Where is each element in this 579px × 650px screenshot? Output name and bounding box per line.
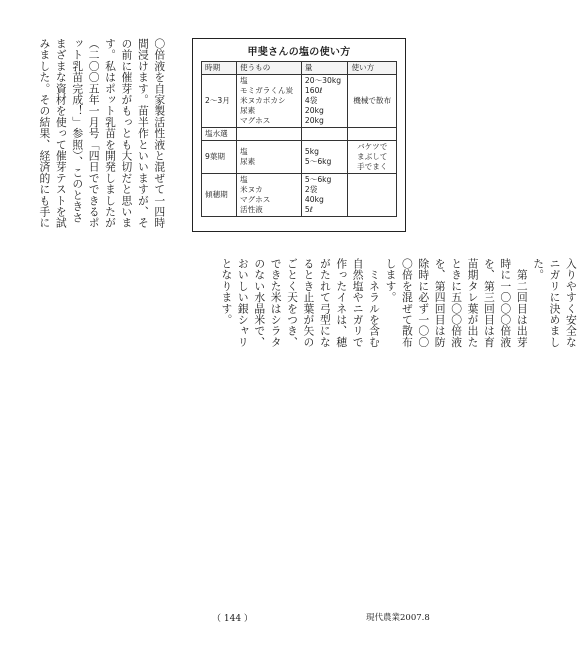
text-line: ット乳苗完成！」参照）、このときさ bbox=[71, 38, 85, 223]
period-cell: 傾穂期 bbox=[202, 174, 237, 217]
text-line: 入りやすく安全な bbox=[564, 258, 578, 348]
method-cell-item: バケツで bbox=[357, 142, 388, 151]
materials-cell bbox=[237, 75, 302, 128]
text-line: 除時に必ず一〇〇 bbox=[417, 258, 431, 348]
text-line: がたれて弓型にな bbox=[318, 258, 332, 348]
text-line: おいしい銀シャリ bbox=[236, 258, 250, 348]
text-line: ごとく天をつき、 bbox=[286, 258, 300, 348]
text-line: のない水晶米で、 bbox=[253, 258, 267, 348]
method-cell bbox=[348, 174, 397, 217]
text-line: 〇倍液を自家製活性液と混ぜて一四時 bbox=[153, 38, 167, 229]
header-materials: 使うもの bbox=[237, 62, 302, 75]
text-line: となります。 bbox=[220, 258, 234, 326]
amount-cell-item: 4袋 bbox=[304, 96, 318, 105]
page-number: （ 144 ） bbox=[212, 614, 253, 624]
text-line: 間浸けます。苗半作といいますが、そ bbox=[136, 38, 150, 229]
amount-cell-item: 20〜30kg bbox=[304, 76, 342, 85]
table-header-row bbox=[202, 62, 397, 75]
text-line: 第二回目は出芽 bbox=[515, 258, 529, 348]
header-amount: 量 bbox=[301, 62, 348, 75]
text-line: 自然塩やニガリで bbox=[351, 258, 365, 348]
header-period: 時期 bbox=[202, 62, 237, 75]
salt-usage-table bbox=[201, 61, 397, 217]
table-row bbox=[202, 128, 397, 141]
amount-cell bbox=[301, 75, 348, 128]
text-line: 〇倍を混ぜて散布 bbox=[400, 258, 414, 348]
amount-cell bbox=[301, 128, 348, 141]
table-row bbox=[202, 75, 397, 128]
materials-cell-item: 塩 bbox=[240, 175, 248, 184]
materials-cell-item: 米ヌカ bbox=[240, 185, 263, 194]
method-cell-item: 手でまく bbox=[357, 162, 388, 171]
text-line: します。 bbox=[384, 258, 398, 303]
method-cell-item: まぶして bbox=[357, 152, 388, 161]
materials-cell bbox=[237, 141, 302, 174]
text-line: の前に催芽がもっとも大切だと思いま bbox=[120, 38, 134, 229]
materials-cell-item: マグホス bbox=[240, 116, 271, 125]
method-cell bbox=[348, 75, 397, 128]
body-text-left bbox=[36, 38, 167, 258]
text-line: みました。その結果、経済的にも手に bbox=[38, 38, 52, 229]
text-line: できた米はシラタ bbox=[269, 258, 283, 348]
text-line: ニガリに決めまし bbox=[548, 258, 562, 348]
table-row bbox=[202, 174, 397, 217]
materials-cell-item: 尿素 bbox=[240, 106, 256, 115]
text-line: す。私はポット乳苗を開発しましたが bbox=[104, 38, 118, 229]
materials-cell-item: 塩 bbox=[240, 76, 248, 85]
materials-cell-item: マグホス bbox=[240, 195, 271, 204]
materials-cell-item: 米ヌカボカシ bbox=[240, 96, 286, 105]
period-cell: 9葉期 bbox=[202, 141, 237, 174]
amount-cell-item: 160ℓ bbox=[304, 86, 323, 95]
text-line: るとき止葉が矢の bbox=[302, 258, 316, 348]
text-line: （二〇〇五年一月号「四日でできるポ bbox=[87, 38, 101, 229]
table-row bbox=[202, 141, 397, 174]
method-cell bbox=[348, 128, 397, 141]
period-cell: 2〜3月 bbox=[202, 75, 237, 128]
text-line: を、第四回目は防 bbox=[433, 258, 447, 348]
salt-usage-table-box bbox=[192, 38, 406, 232]
header-method: 使い方 bbox=[348, 62, 397, 75]
materials-cell-item: 活性液 bbox=[240, 205, 263, 214]
materials-cell bbox=[237, 174, 302, 217]
text-line: 苗期タレ葉が出た bbox=[466, 258, 480, 348]
method-cell-item: 機械で散布 bbox=[353, 96, 392, 105]
period-cell: 塩水選 bbox=[202, 128, 237, 141]
amount-cell-item: 40kg bbox=[304, 195, 324, 204]
text-line: 作ったイネは、穂 bbox=[335, 258, 349, 348]
materials-cell-item: モミガラくん炭 bbox=[240, 86, 294, 95]
amount-cell bbox=[301, 141, 348, 174]
amount-cell-item: 5〜6kg bbox=[304, 157, 332, 166]
materials-cell-item: 尿素 bbox=[240, 157, 256, 166]
text-line: ときに五〇〇倍液 bbox=[450, 258, 464, 348]
text-line: 時に一〇〇〇倍液 bbox=[499, 258, 513, 348]
amount-cell-item: 5〜6kg bbox=[304, 175, 332, 184]
body-text-right bbox=[218, 258, 579, 408]
amount-cell-item: 2袋 bbox=[304, 185, 318, 194]
amount-cell-item: 20kg bbox=[304, 106, 324, 115]
text-line: た。 bbox=[532, 258, 546, 281]
materials-cell bbox=[237, 128, 302, 141]
method-cell bbox=[348, 141, 397, 174]
materials-cell-item: 塩 bbox=[240, 147, 248, 156]
table-title: 甲斐さんの塩の使い方 bbox=[247, 47, 351, 58]
text-line: ミネラルを含む bbox=[368, 258, 382, 348]
amount-cell-item: 5ℓ bbox=[304, 205, 313, 214]
amount-cell bbox=[301, 174, 348, 217]
text-line: まざまな資材を使って催芽テストを試 bbox=[54, 38, 68, 229]
journal-issue: 現代農業2007.8 bbox=[366, 613, 430, 623]
amount-cell-item: 5kg bbox=[304, 147, 319, 156]
text-line: を、第三回目は育 bbox=[482, 258, 496, 348]
amount-cell-item: 20kg bbox=[304, 116, 324, 125]
